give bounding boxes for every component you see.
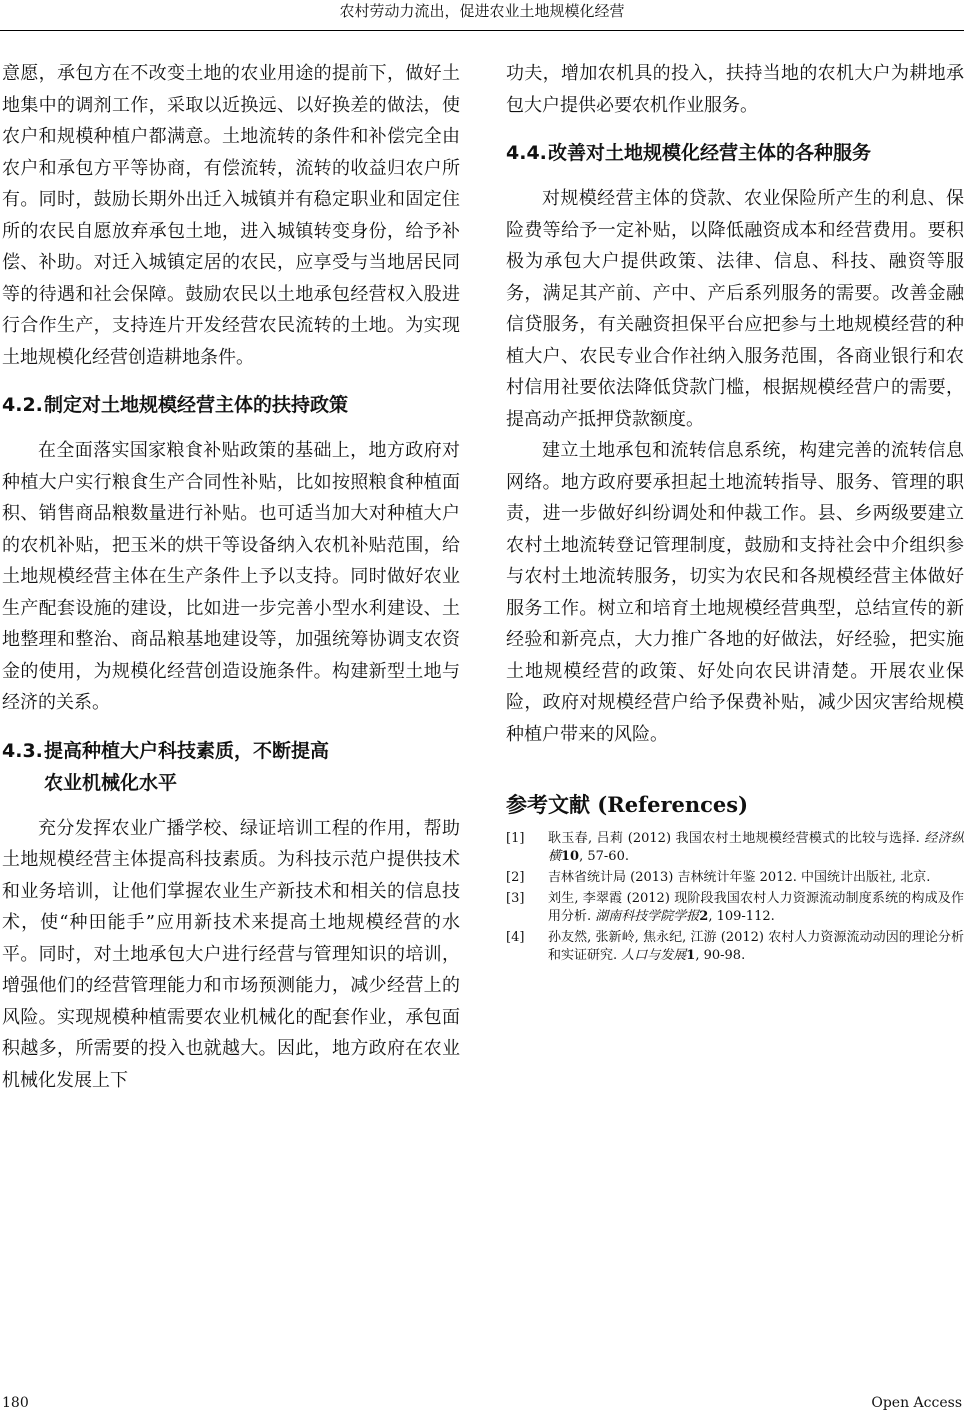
paragraph-services: 对规模经营主体的贷款、农业保险所产生的利息、保险费等给予一定补贴，以降低融资成本和经营费用。要积极为承包大户提供政策、法律、信息、科技、融资等服务，满足其产前、产中、产后系列服务的需要。改善金融信贷服务，有关融资担保平台应把参与土地规模经营的种植大户、农民专业合作社纳入服务范围，各商业银行和农村信用社要依法降低贷款门槛，根据规模经营户的需要，提高动产抵押贷款额度。 — [506, 188, 964, 430]
reference-pages: , 109-112. — [708, 909, 775, 924]
reference-number: [1] — [506, 831, 525, 846]
reference-text: 刘生, 李翠霞 (2012) 现阶段我国农村人力资源流动制度系统的构成及作用分析. — [548, 891, 964, 924]
reference-number: [4] — [506, 930, 525, 945]
reference-journal: 湖南科技学院学报 — [595, 909, 700, 924]
paragraph-machinery: 功夫，增加农机具的投入，扶持当地的农机大户为耕地承包大户提供必要农机作业服务。 — [506, 63, 964, 116]
section-title: 改善对土地规模化经营主体的各种服务 — [548, 142, 872, 164]
reference-item — [506, 869, 964, 887]
reference-item — [506, 890, 964, 926]
reference-text: 耿玉春, 吕莉 (2012) 我国农村土地规模经营模式的比较与选择. — [548, 831, 925, 846]
reference-pages: , 90-98. — [695, 948, 746, 963]
running-title: 农村劳动力流出，促进农业土地规模化经营 — [339, 2, 625, 20]
publisher-label: Open Access — [871, 1395, 962, 1411]
running-header — [0, 0, 964, 31]
right-column — [506, 58, 964, 968]
reference-item — [506, 830, 964, 866]
references-list — [506, 830, 964, 965]
reference-volume: 10 — [561, 849, 580, 864]
reference-journal: 经济纵横 — [548, 831, 964, 864]
section-heading-4-2 — [2, 389, 460, 421]
reference-number: [2] — [506, 870, 525, 885]
section-title: 提高种植大户科技素质，不断提高 — [44, 739, 330, 762]
section-title-continued: 农业机械化水平 — [44, 771, 178, 794]
reference-item — [506, 929, 964, 965]
paragraph-info-system: 建立土地承包和流转信息系统，构建完善的流转信息网络。地方政府要承担起土地流转指导、服务、管理的职责，进一步做好纠纷调处和仲裁工作。县、乡两级要建立农村土地流转登记管理制度，鼓励和支持社会中介组织参与农村土地流转服务，切实为农民和各规模经营主体做好服务工作。树立和培育土地规模经营典型，总结宣传的新经验和新亮点，大力推广各地的好做法，好经验，把实施土地规模经营的政策、好处向农民讲清楚。开展农业保险，政府对规模经营户给予保费补贴，减少因灾害给规模种植户带来的风险。 — [506, 440, 964, 745]
paragraph-tech-quality: 充分发挥农业广播学校、绿证培训工程的作用，帮助土地规模经营主体提高科技素质。为科技示范户提供技术和业务培训，让他们掌握农业生产新技术和相关的信息技术，使“种田能手”应用新技术来提高土地规模经营的水平。同时，对土地承包大户进行经营与管理知识的培训，增强他们的经营管理能力和市场预测能力，减少经营上的风险。实现规模种植需要农业机械化的配套作业，承包面积越多，所需要的投入也就越大。因此，地方政府在农业机械化发展上下 — [2, 817, 460, 1091]
paragraph-land-transfer: 意愿，承包方在不改变土地的农业用途的提前下，做好土地集中的调剂工作，采取以近换远、以好换差的做法，使农户和规模种植户都满意。土地流转的条件和补偿完全由农户和承包方平等协商，有偿流转，流转的收益归农户所有。同时，鼓励长期外出迁入城镇并有稳定职业和固定住所的农民自愿放弃承包土地，进入城镇转变身份，给予补偿、补助。对迁入城镇定居的农民，应享受与当地居民同等的待遇和社会保障。鼓励农民以土地承包经营权入股进行合作生产，支持连片开发经营农民流转的土地。为实现土地规模化经营创造耕地条件。 — [2, 63, 460, 368]
section-number: 4.2. — [2, 394, 43, 416]
reference-volume: 1 — [686, 948, 696, 963]
section-number: 4.3. — [2, 739, 43, 762]
section-title: 制定对土地规模经营主体的扶持政策 — [44, 394, 349, 416]
reference-volume: 2 — [699, 909, 709, 924]
reference-text: 吉林省统计局 (2013) 吉林统计年鉴 2012. 中国统计出版社, 北京. — [548, 870, 931, 885]
section-number: 4.4. — [506, 142, 547, 164]
page-footer — [0, 1392, 964, 1414]
paragraph-support-policy: 在全面落实国家粮食补贴政策的基础上，地方政府对种植大户实行粮食生产合同性补贴，比如按照粮食种植面积、销售商品粮数量进行补贴。也可适当加大对种植大户的农机补贴，把玉米的烘干等设备纳入农机补贴范围，给土地规模经营主体在生产条件上予以支持。同时做好农业生产配套设施的建设，比如进一步完善小型水利建设、土地整理和整治、商品粮基地建设等，加强统筹协调支农资金的使用，为规模化经营创造设施条件。构建新型土地与经济的关系。 — [2, 440, 460, 713]
reference-journal: 人口与发展 — [621, 948, 687, 963]
section-heading-4-3 — [2, 735, 460, 799]
page-number: 180 — [2, 1395, 29, 1411]
reference-text: 孙友然, 张新岭, 焦永纪, 江游 (2012) 农村人力资源流动动因的理论分析和实证研究. — [548, 930, 964, 963]
section-heading-4-4 — [506, 137, 964, 169]
references-heading: 参考文献 (References) — [506, 792, 749, 817]
reference-number: [3] — [506, 891, 525, 906]
reference-pages: , 57-60. — [579, 849, 629, 864]
left-column — [2, 58, 460, 1096]
